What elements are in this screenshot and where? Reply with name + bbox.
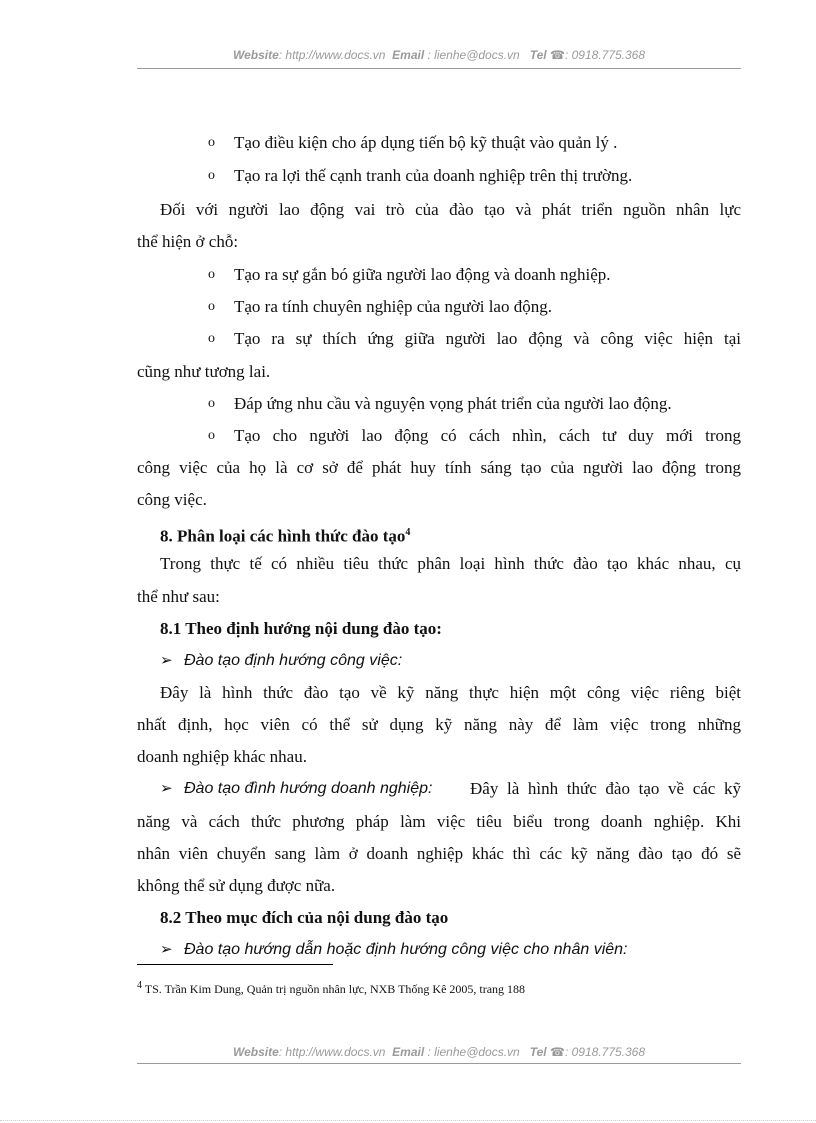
header-website-value: : http://www.docs.vn [278, 48, 386, 62]
bullet-text: Tạo điều kiện cho áp dụng tiến bộ kỹ thuật vào quản lý . [234, 133, 618, 152]
footnote-text: TS. Trần Kim Dung, Quản trị nguồn nhân lực, NXB Thống Kê 2005, trang 188 [142, 982, 526, 996]
phone-icon: ☎ [550, 48, 565, 62]
paragraph-line: doanh nghiệp khác nhau. [137, 747, 307, 766]
footnote [137, 978, 525, 997]
header-website-label: Website [232, 48, 279, 62]
paragraph-line: thể như sau: [137, 587, 220, 606]
bullet-text: Tạo ra tính chuyên nghiệp của người lao động. [234, 297, 552, 316]
footer-website-label: Website [232, 1045, 279, 1059]
bullet-icon: o [208, 428, 215, 443]
footer-tel-label: Tel [529, 1045, 547, 1059]
header-rule [137, 68, 741, 69]
footer-email-value: : lienhe@docs.vn [427, 1045, 520, 1059]
bullet-text: Đáp ứng nhu cầu và nguyện vọng phát triển của người lao động. [234, 394, 672, 413]
footer-tel-value: : 0918.775.368 [564, 1045, 646, 1059]
header-email-value: : lienhe@docs.vn [427, 48, 520, 62]
bullet-icon: o [208, 168, 215, 183]
arrow-bullet-icon: ➢ [160, 942, 173, 958]
bullet-text: Tạo cho người lao động có cách nhìn, cách tư duy mới trong [234, 426, 741, 445]
bullet-text-cont: cũng như tương lai. [137, 362, 271, 381]
page-break-dots [0, 1120, 816, 1121]
subsection-heading: 8.1 Theo định hướng nội dung đào tạo: [160, 619, 442, 638]
paragraph-line: không thể sử dụng được nữa. [137, 876, 336, 895]
footnote-mark: 4 [137, 980, 142, 991]
paragraph-line: Đây là hình thức đào tạo về các kỹ [470, 779, 741, 798]
subsection-heading: 8.2 Theo mục đích của nội dung đào tạo [160, 908, 449, 927]
paragraph-line: thể hiện ở chỗ: [137, 232, 239, 251]
phone-icon: ☎ [550, 1045, 565, 1059]
arrow-bullet-icon: ➢ [160, 781, 173, 797]
footer-rule [137, 1063, 741, 1064]
bullet-text: Tạo ra lợi thế cạnh tranh của doanh nghiệp trên thị trường. [234, 166, 633, 185]
bullet-text: Tạo ra sự thích ứng giữa người lao động và công việc hiện tại [234, 329, 741, 348]
header-tel-label: Tel [529, 48, 547, 62]
bullet-icon: o [208, 135, 215, 150]
bullet-text-cont: công việc của họ là cơ sở để phát huy tính sáng tạo của người lao động trong [137, 458, 741, 477]
bullet-text-cont: công việc. [137, 490, 207, 509]
paragraph-line: nhất định, học viên có thể sử dụng kỹ năng này để làm việc trong những [137, 715, 741, 734]
bullet-text: Tạo ra sự gắn bó giữa người lao động và doanh nghiệp. [234, 265, 611, 284]
bullet-icon: o [208, 267, 215, 282]
footnote-ref: 4 [405, 527, 411, 538]
bullet-icon: o [208, 396, 215, 411]
paragraph-line: Đối với người lao động vai trò của đào tạo và phát triển nguồn nhân lực [160, 200, 741, 219]
arrow-bullet-icon: ➢ [160, 653, 173, 669]
bullet-icon: o [208, 331, 215, 346]
arrow-item-text: Đào tạo đình hướng doanh nghiệp: [184, 780, 433, 797]
paragraph-line: năng và cách thức phương pháp làm việc tiêu biểu trong doanh nghiệp. Khi [137, 812, 741, 831]
page-header [137, 48, 741, 62]
section-heading: 8. Phân loại các hình thức đào tạo$^4$ [160, 526, 411, 546]
footer-website-value: : http://www.docs.vn [278, 1045, 386, 1059]
header-email-label: Email [392, 48, 425, 62]
header-tel-value: : 0918.775.368 [564, 48, 646, 62]
paragraph-line: Đây là hình thức đào tạo về kỹ năng thực hiện một công việc riêng biệt [160, 683, 741, 702]
page-footer [137, 1045, 741, 1059]
arrow-item-text: Đào tạo hướng dẫn hoặc định hướng công việc cho nhân viên: [184, 941, 628, 958]
arrow-item-text: Đào tạo định hướng công việc: [184, 652, 403, 669]
paragraph-line: Trong thực tế có nhiều tiêu thức phân loại hình thức đào tạo khác nhau, cụ [160, 554, 741, 573]
bullet-icon: o [208, 299, 215, 314]
footer-email-label: Email [392, 1045, 425, 1059]
footnote-rule [137, 964, 333, 965]
paragraph-line: nhân viên chuyển sang làm ở doanh nghiệp khác thì các kỹ năng đào tạo đó sẽ [137, 844, 741, 863]
